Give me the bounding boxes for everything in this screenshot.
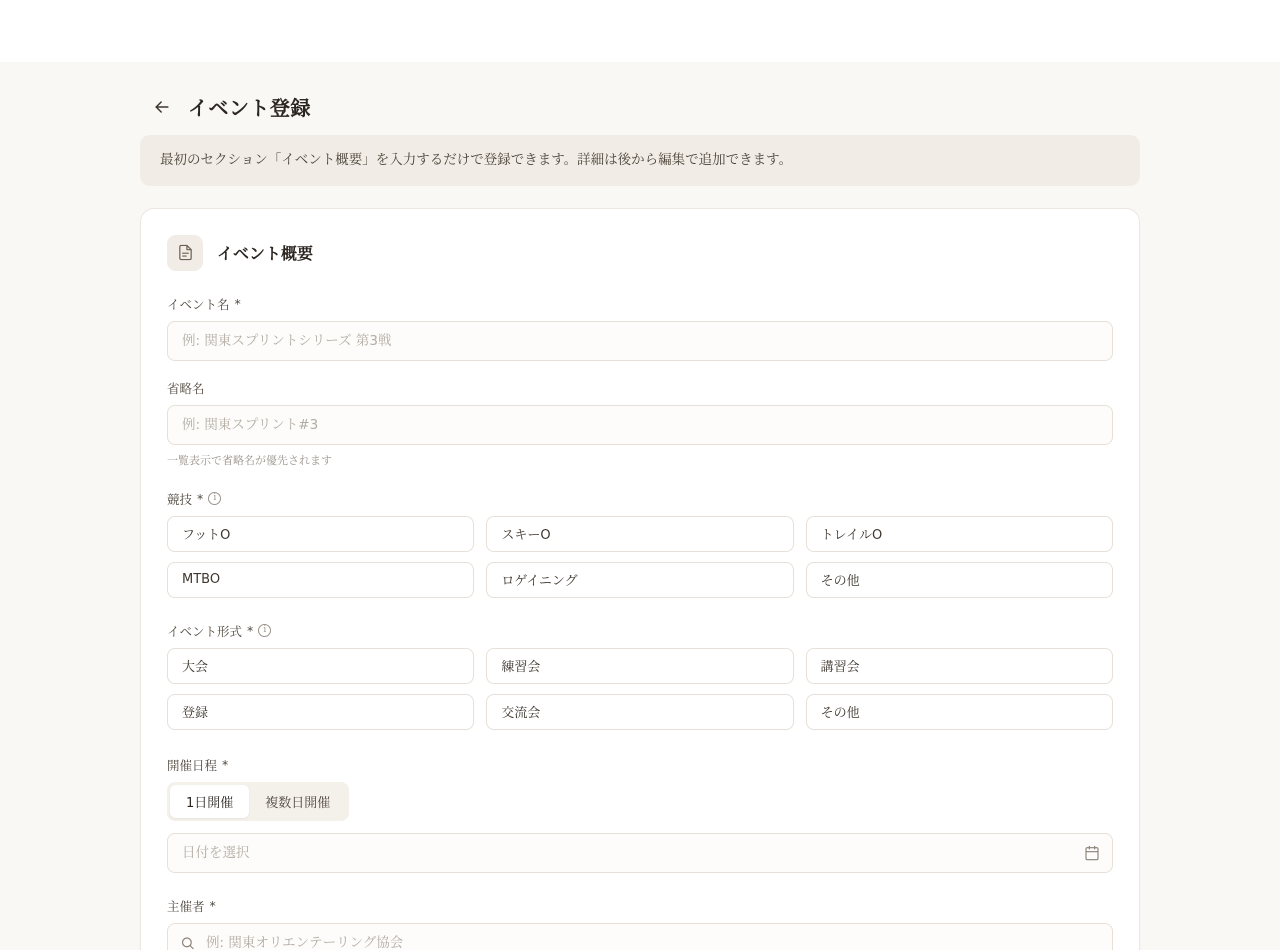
event-type-option[interactable]: 大会: [167, 648, 474, 684]
event-type-options: [167, 648, 1113, 730]
card-header: [167, 235, 1113, 271]
event-overview-card: [140, 208, 1140, 950]
discipline-option[interactable]: ロゲイニング: [486, 562, 793, 598]
field-event-name: [167, 295, 1113, 361]
field-discipline: [167, 490, 1113, 598]
event-type-option[interactable]: 登録: [167, 694, 474, 730]
page-title: イベント登録: [188, 96, 311, 120]
label-text: イベント形式: [167, 623, 243, 639]
event-type-option[interactable]: 練習会: [486, 648, 793, 684]
info-banner: 最初のセクション「イベント概要」を入力するだけで登録できます。詳細は後から編集で追加できます。: [140, 135, 1140, 186]
discipline-option[interactable]: MTBO: [167, 562, 474, 598]
organizer-search: [167, 923, 1113, 950]
required-marker: *: [209, 898, 216, 914]
discipline-option[interactable]: その他: [806, 562, 1113, 598]
search-icon: [180, 935, 195, 950]
discipline-option[interactable]: フットO: [167, 516, 474, 552]
segment-single-day[interactable]: 1日開催: [170, 785, 249, 818]
page-content: [140, 62, 1140, 950]
label-organizer: [167, 897, 1113, 915]
event-name-input[interactable]: [167, 321, 1113, 361]
date-picker: [167, 833, 1113, 873]
required-marker: *: [234, 296, 241, 312]
document-icon: [167, 235, 203, 271]
field-organizer: [167, 897, 1113, 950]
label-text: 競技: [167, 491, 193, 507]
label-event-type: [167, 622, 1113, 640]
field-schedule: [167, 756, 1113, 873]
label-event-name: [167, 295, 1113, 313]
calendar-icon[interactable]: [1084, 845, 1100, 861]
event-type-option[interactable]: 交流会: [486, 694, 793, 730]
info-icon[interactable]: i: [208, 492, 221, 505]
required-marker: *: [197, 491, 204, 507]
event-type-option[interactable]: その他: [806, 694, 1113, 730]
page-background: [0, 62, 1280, 950]
short-name-helper: 一覧表示で省略名が優先されます: [167, 453, 332, 467]
required-marker: *: [222, 757, 229, 773]
discipline-option[interactable]: スキーO: [486, 516, 793, 552]
discipline-option[interactable]: トレイルO: [806, 516, 1113, 552]
page-header: [140, 82, 1140, 135]
label-text: 主催者: [167, 898, 205, 914]
field-event-type: [167, 622, 1113, 730]
discipline-options: [167, 516, 1113, 598]
event-type-option[interactable]: 講習会: [806, 648, 1113, 684]
segment-multi-day[interactable]: 複数日開催: [265, 795, 331, 811]
field-short-name: [167, 379, 1113, 468]
organizer-input[interactable]: [167, 923, 1113, 950]
browser-chrome-strip: [0, 0, 1280, 62]
label-text: 省略名: [167, 380, 205, 396]
info-icon[interactable]: i: [258, 624, 271, 637]
arrow-left-icon[interactable]: [150, 95, 174, 119]
label-short-name: [167, 379, 1113, 397]
label-schedule: [167, 756, 1113, 774]
schedule-segmented-control: [167, 782, 349, 821]
required-marker: *: [247, 623, 254, 639]
label-discipline: [167, 490, 1113, 508]
label-text: イベント名: [167, 296, 230, 312]
date-input[interactable]: [167, 833, 1113, 873]
short-name-input[interactable]: [167, 405, 1113, 445]
card-title: イベント概要: [217, 244, 314, 264]
label-text: 開催日程: [167, 757, 218, 773]
